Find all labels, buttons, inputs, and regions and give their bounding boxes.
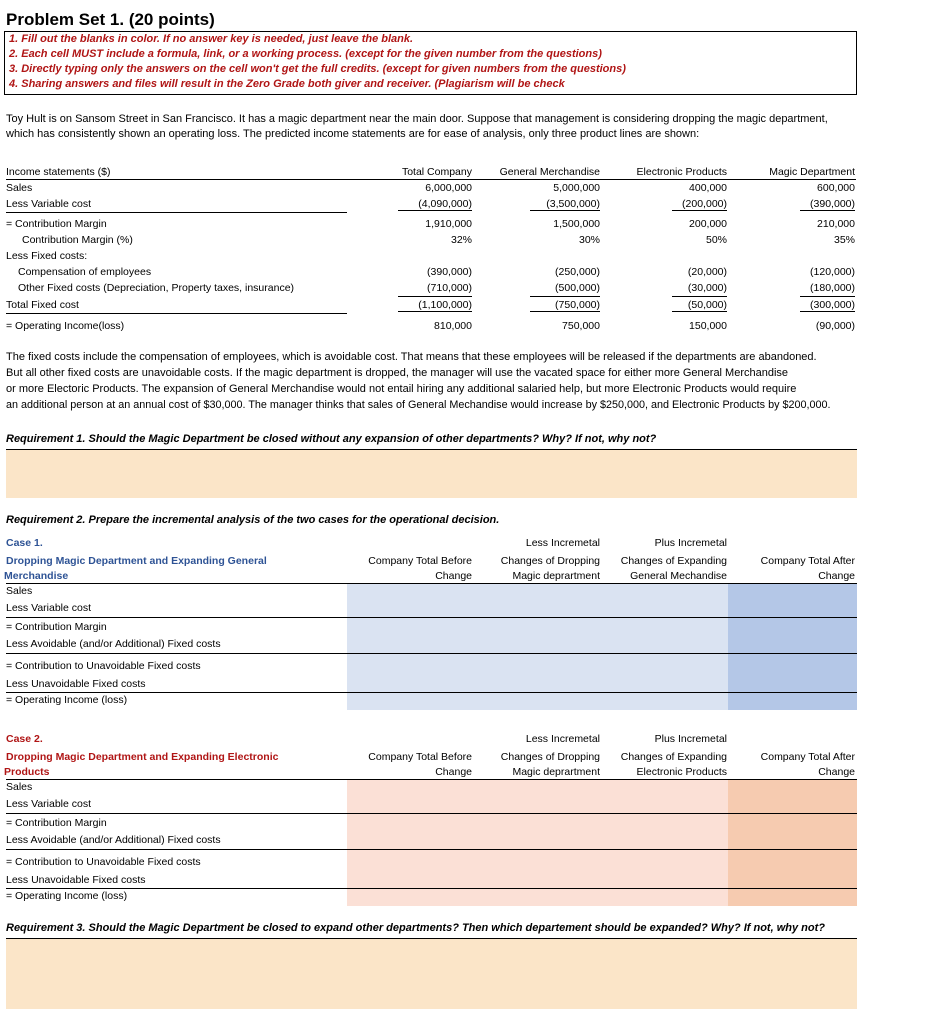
income-header-general: General Merchandise — [499, 166, 600, 178]
income-cell: (390,000) — [800, 198, 855, 211]
intro-line-2: which has consistently shown an operating loss. The predicted income statements are for ease of analysis, only three product lines are shown: — [6, 128, 700, 140]
income-cell: (200,000) — [672, 198, 727, 211]
income-row-label: Total Fixed cost — [6, 299, 79, 311]
case-1-col-before-2: Change — [435, 570, 472, 582]
case-2-title: Dropping Magic Department and Expanding Electronic — [6, 751, 279, 763]
fixed-cost-line-2: But all other fixed costs are unavoidable costs. If the magic department is dropped, the manager will use the vacated space for either more General Merchandise — [6, 367, 789, 379]
case-2-col-expanding-3: Electronic Products — [636, 766, 727, 778]
page-title: Problem Set 1. (20 points) — [6, 10, 215, 29]
case-2-row: = Operating Income (loss) — [6, 890, 128, 902]
income-cell: (90,000) — [815, 320, 855, 332]
income-cell: (1,100,000) — [398, 299, 472, 312]
case-1-col-dropping: Less Incremetal — [525, 537, 600, 549]
income-cell: (250,000) — [555, 266, 600, 278]
income-cell: (3,500,000) — [530, 198, 600, 211]
income-cell: (20,000) — [687, 266, 727, 278]
case-2-col-before-2: Change — [435, 766, 472, 778]
requirement-2: Requirement 2. Prepare the incremental analysis of the two cases for the operational decision. — [6, 514, 500, 526]
income-row-label: Other Fixed costs (Depreciation, Property taxes, insurance) — [18, 282, 295, 294]
income-cell: (4,090,000) — [398, 198, 472, 211]
case-1-row: Less Avoidable (and/or Additional) Fixed costs — [6, 638, 221, 650]
income-cell: 200,000 — [689, 218, 727, 230]
income-cell: 30% — [578, 234, 600, 246]
income-cell: (50,000) — [672, 299, 727, 312]
fixed-cost-line-4: an additional person at an annual cost of $30,000. The manager thinks that sales of General Mechandise would increase by $250,000, and Electronic Products by $200,000. — [6, 399, 831, 411]
case-1-col-expanding: Plus Incremetal — [654, 537, 727, 549]
income-cell: (30,000) — [687, 282, 727, 294]
income-row-label: = Operating Income(loss) — [6, 320, 125, 332]
rules-box — [4, 31, 857, 95]
income-cell: 210,000 — [817, 218, 855, 230]
income-cell: 32% — [450, 234, 472, 246]
case-1-row: Less Variable cost — [6, 602, 92, 614]
case-2-row: Sales — [6, 781, 33, 793]
case-2-row: = Contribution to Unavoidable Fixed costs — [6, 856, 201, 868]
income-cell: 750,000 — [562, 320, 600, 332]
case-1-col-expanding-2: Changes of Expanding — [620, 555, 727, 567]
rule-3: 3. Directly typing only the answers on the cell won't get the full credits. (except for given numbers from the questions) — [9, 63, 626, 75]
case-2-col-before: Company Total Before — [368, 751, 472, 763]
income-cell: (180,000) — [810, 282, 855, 294]
income-cell: (390,000) — [427, 266, 472, 278]
income-cell: (120,000) — [810, 266, 855, 278]
case-2-col-dropping: Less Incremetal — [525, 733, 600, 745]
income-cell: 150,000 — [689, 320, 727, 332]
case-2-title-2: Products — [4, 766, 50, 778]
requirement-1: Requirement 1. Should the Magic Department be closed without any expansion of other departments? Why? If not, why not? — [6, 433, 657, 445]
income-cell: (750,000) — [530, 299, 600, 312]
case-1-label: Case 1. — [6, 537, 43, 549]
case-2-col-expanding: Plus Incremetal — [654, 733, 727, 745]
income-row-label: Less Fixed costs: — [6, 250, 88, 262]
case-1-col-after: Company Total After — [760, 555, 855, 567]
intro-line-1: Toy Hult is on Sansom Street in San Francisco. It has a magic department near the main door. Suppose that management is considering dropping the magic department, — [6, 113, 828, 125]
answer-box-1[interactable] — [6, 450, 857, 498]
income-cell: 600,000 — [817, 182, 855, 194]
income-cell: 35% — [833, 234, 855, 246]
case-2-row: Less Unavoidable Fixed costs — [6, 874, 146, 886]
fixed-cost-line-1: The fixed costs include the compensation of employees, which is avoidable cost. That means that these employees will be released if the departments are abandoned. — [6, 351, 817, 363]
requirement-3: Requirement 3. Should the Magic Department be closed to expand other departments? Then which departement should be expanded? Why? If not, why not? — [6, 922, 825, 934]
case-1-col-dropping-3: Magic deprartment — [512, 570, 600, 582]
income-row-label: Sales — [6, 182, 33, 194]
income-header-total: Total Company — [401, 166, 472, 178]
case-2-col-dropping-2: Changes of Dropping — [500, 751, 600, 763]
case-1-row: = Contribution Margin — [6, 621, 107, 633]
income-cell: 400,000 — [689, 182, 727, 194]
income-cell: 810,000 — [434, 320, 472, 332]
case-2-col-after-2: Change — [818, 766, 855, 778]
case-1-col-expanding-3: General Mechandise — [630, 570, 727, 582]
rule-1: 1. Fill out the blanks in color. If no answer key is needed, just leave the blank. — [9, 33, 414, 45]
income-cell: 1,500,000 — [553, 218, 600, 230]
case-2-col-after: Company Total After — [760, 751, 855, 763]
income-cell: 5,000,000 — [553, 182, 600, 194]
case-2-col-expanding-2: Changes of Expanding — [620, 751, 727, 763]
income-row-label: Contribution Margin (%) — [22, 234, 133, 246]
case-2-label: Case 2. — [6, 733, 43, 745]
case-1-col-dropping-2: Changes of Dropping — [500, 555, 600, 567]
case-1-row: Sales — [6, 585, 33, 597]
case-1-row: = Contribution to Unavoidable Fixed costs — [6, 660, 201, 672]
income-row-label: Less Variable cost — [6, 198, 92, 210]
income-cell: 50% — [705, 234, 727, 246]
income-cell: (710,000) — [427, 282, 472, 294]
fixed-cost-line-3: or more Electoric Products. The expansion of General Merchandise would not entail hiring any additional salaried help, but more Electronic Products would require — [6, 383, 797, 395]
case-2-row: Less Avoidable (and/or Additional) Fixed costs — [6, 834, 221, 846]
case-1-col-before: Company Total Before — [368, 555, 472, 567]
case-2-row: Less Variable cost — [6, 798, 92, 810]
case-1-row: Less Unavoidable Fixed costs — [6, 678, 146, 690]
rule-2: 2. Each cell MUST include a formula, link, or a working process. (except for the given number from the questions) — [9, 48, 602, 60]
case-2-col-dropping-3: Magic deprartment — [512, 766, 600, 778]
income-header-electronic: Electronic Products — [636, 166, 727, 178]
income-cell: (500,000) — [555, 282, 600, 294]
income-cell: 1,910,000 — [425, 218, 472, 230]
income-header-label: Income statements ($) — [6, 166, 111, 178]
case-2-row: = Contribution Margin — [6, 817, 107, 829]
case-1-title-2: Merchandise — [4, 570, 69, 582]
income-header-magic: Magic Department — [769, 166, 855, 178]
case-1-row: = Operating Income (loss) — [6, 694, 128, 706]
income-row-label: Compensation of employees — [18, 266, 152, 278]
case-1-col-after-2: Change — [818, 570, 855, 582]
rule-4: 4. Sharing answers and files will result in the Zero Grade both giver and receiver. (Plagiarism will be check — [9, 78, 565, 90]
income-cell: (300,000) — [800, 299, 855, 312]
income-cell: 6,000,000 — [425, 182, 472, 194]
income-row-label: = Contribution Margin — [6, 218, 107, 230]
case-1-title: Dropping Magic Department and Expanding General — [6, 555, 267, 567]
answer-box-3[interactable] — [6, 939, 857, 1009]
